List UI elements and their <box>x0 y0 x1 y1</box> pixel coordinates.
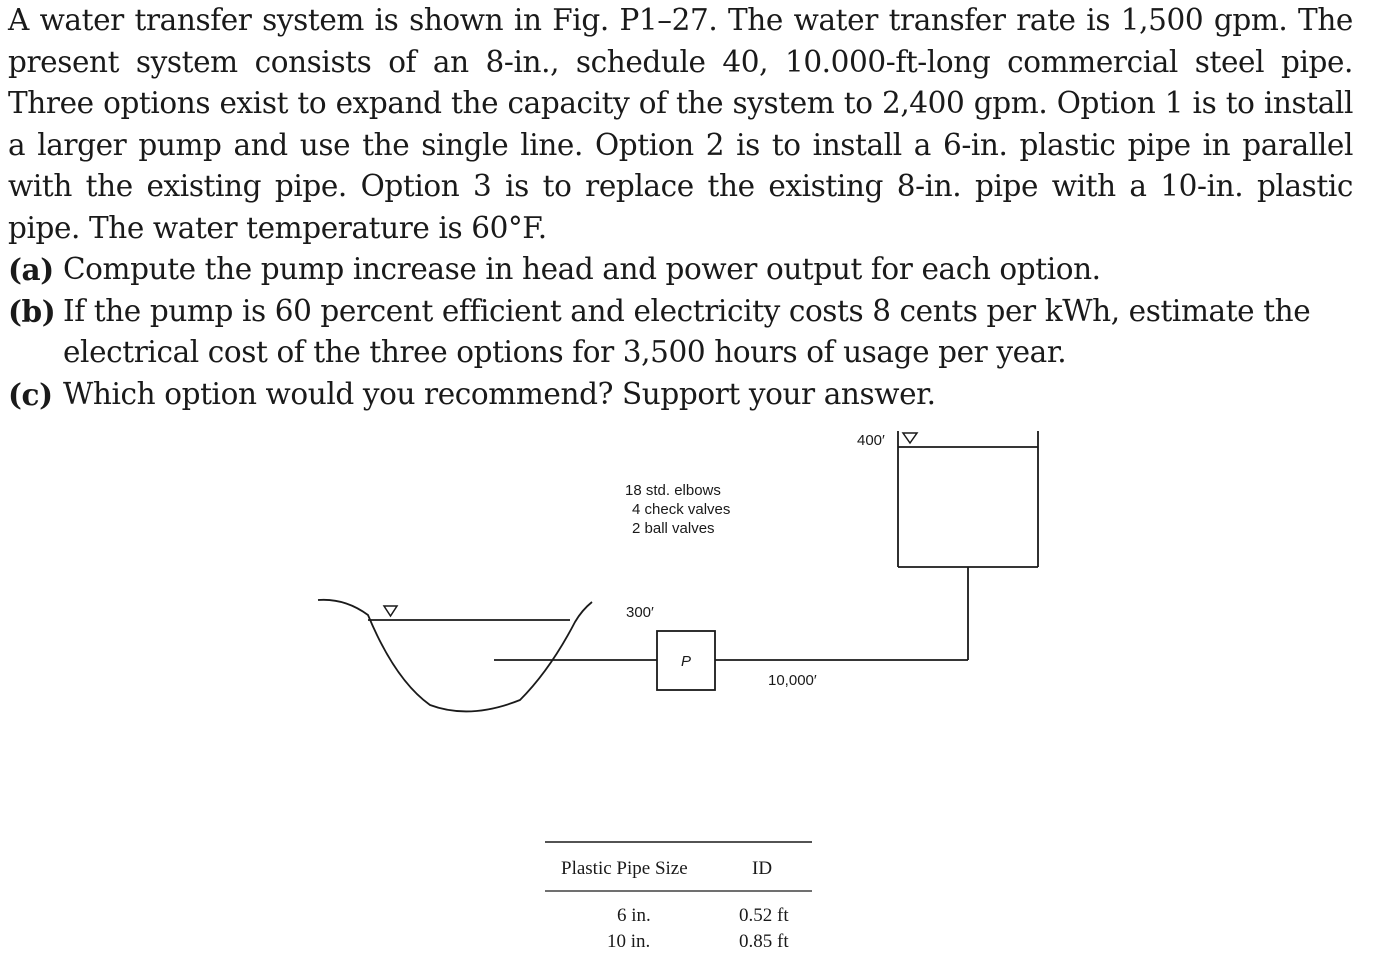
fitting-check-valves: 4 check valves <box>632 501 731 518</box>
piping <box>494 567 968 660</box>
table-header-id: ID <box>752 858 773 879</box>
pump <box>657 631 715 690</box>
part-c-text: Which option would you recommend? Support your answer. <box>63 376 936 411</box>
fitting-elbows: 18 std. elbows <box>625 482 721 499</box>
discharge-length-label: 10,000′ <box>768 672 817 689</box>
part-a-text: Compute the pump increase in head and power output for each option. <box>63 252 1101 286</box>
table-row-1-id: 0.52 ft <box>739 905 789 926</box>
table-row-2-size: 10 in. <box>607 931 651 952</box>
suction-length-label: 300′ <box>626 604 654 621</box>
source-reservoir <box>318 600 592 712</box>
table-row-1-size: 6 in. <box>617 905 651 926</box>
part-b-text: If the pump is 60 percent efficient and electricity costs 8 cents per kWh, estimate the electrical cost of the three options for 3,500 hours of usage per year. <box>63 293 1311 369</box>
part-a-label: (a) <box>8 252 54 287</box>
upper-tank <box>898 431 1038 567</box>
table-row-2-id: 0.85 ft <box>739 931 789 952</box>
pump-label: P <box>680 653 692 670</box>
reservoir-bank <box>318 600 592 712</box>
pipe-size-table <box>545 842 812 952</box>
tank-elevation-label: 400′ <box>857 432 885 449</box>
part-c-label: (c) <box>8 376 53 412</box>
reservoir-surface-marker-icon <box>384 606 397 616</box>
problem-intro: A water transfer system is shown in Fig. P1–27. The water transfer rate is 1,500 gpm. The present system consists of an 8-in., schedule 40, 10.000-ft-long commercial steel pipe. Three options exist to expand the capacity of the system to 2,400 gpm. Option 1 is to install a larger pump and use the single line. Option 2 is to install a 6-in. plastic pipe in parallel with the existing pipe. Option 3 is to replace the existing 8-in. pipe with a 10-in. plastic pipe. The water temperature is 60°F. <box>8 3 1353 245</box>
fitting-ball-valves: 2 ball valves <box>632 520 715 537</box>
part-b-label: (b) <box>8 293 56 329</box>
tank-surface-marker-icon <box>903 433 917 443</box>
table-header-size: Plastic Pipe Size <box>561 858 688 879</box>
